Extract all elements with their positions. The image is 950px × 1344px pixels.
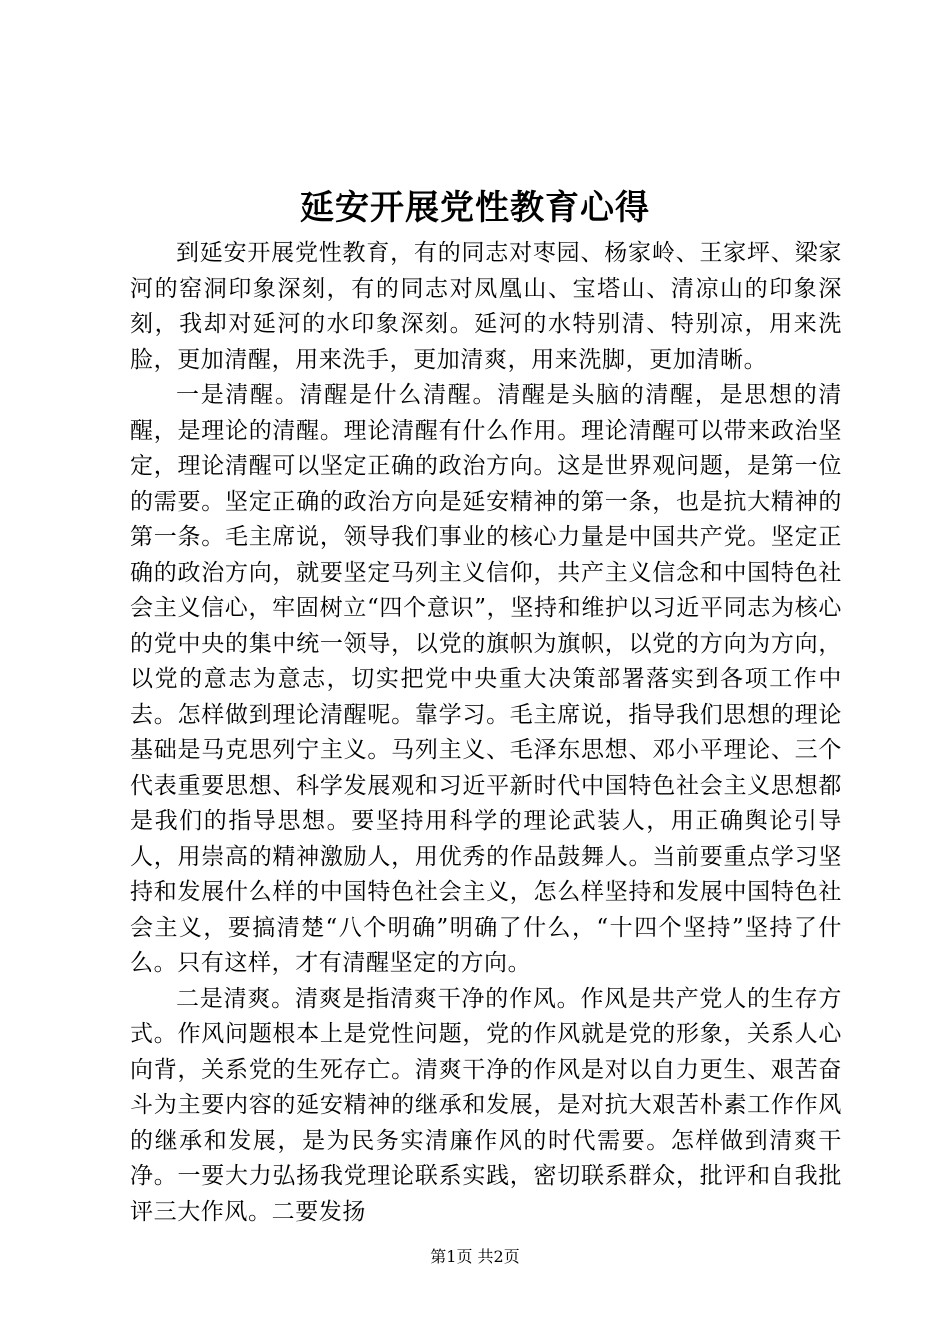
paragraph-intro: 到延安开展党性教育，有的同志对枣园、杨家岭、王家坪、梁家河的窑洞印象深刻，有的同志对凤凰山、宝塔山、清凉山的印象深刻，我却对延河的水印象深刻。延河的水特别清、特别凉，用来洗脸，更加清醒，用来洗手，更加清爽，用来洗脚，更加清晰。 — [130, 240, 842, 373]
document-body — [130, 236, 842, 1230]
paragraph-qingxing: 一是清醒。清醒是什么清醒。清醒是头脑的清醒，是思想的清醒，是理论的清醒。理论清醒有什么作用。理论清醒可以带来政治坚定，理论清醒可以坚定正确的政治方向。这是世界观问题，是第一位的需要。坚定正确的政治方向是延安精神的第一条，也是抗大精神的第一条。毛主席说，领导我们事业的核心力量是中国共产党。坚定正确的政治方向，就要坚定马列主义信仰，共产主义信念和中国特色社会主义信心，牢固树立“四个意识”，坚持和维护以习近平同志为核心的党中央的集中统一领导，以党的旗帜为旗帜，以党的方向为方向，以党的意志为意志，切实把党中央重大决策部署落实到各项工作中去。怎样做到理论清醒呢。靠学习。毛主席说，指导我们思想的理论基础是马克思列宁主义。马列主义、毛泽东思想、邓小平理论、三个代表重要思想、科学发展观和习近平新时代中国特色社会主义思想都是我们的指导思想。要坚持用科学的理论武装人，用正确舆论引导人，用崇高的精神激励人，用优秀的作品鼓舞人。当前要重点学习坚持和发展什么样的中国特色社会主义，怎么样坚持和发展中国特色社会主义，要搞清楚“八个明确”明确了什么，“十四个坚持”坚持了什么。只有这样，才有清醒坚定的方向。 — [130, 382, 842, 976]
document-title: 延安开展党性教育心得 — [300, 188, 650, 228]
paragraph-qingshuang: 二是清爽。清爽是指清爽干净的作风。作风是共产党人的生存方式。作风问题根本上是党性问题，党的作风就是党的形象，关系人心向背，关系党的生死存亡。清爽干净的作风是对以自力更生、艰苦奋斗为主要内容的延安精神的继承和发展，是对抗大艰苦朴素工作作风的继承和发展，是为民务实清廉作风的时代需要。怎样做到清爽干净。一要大力弘扬我党理论联系实践，密切联系群众，批评和自我批评三大作风。二要发扬 — [130, 985, 842, 1225]
page-footer: 第1页 共2页 — [430, 1247, 520, 1266]
